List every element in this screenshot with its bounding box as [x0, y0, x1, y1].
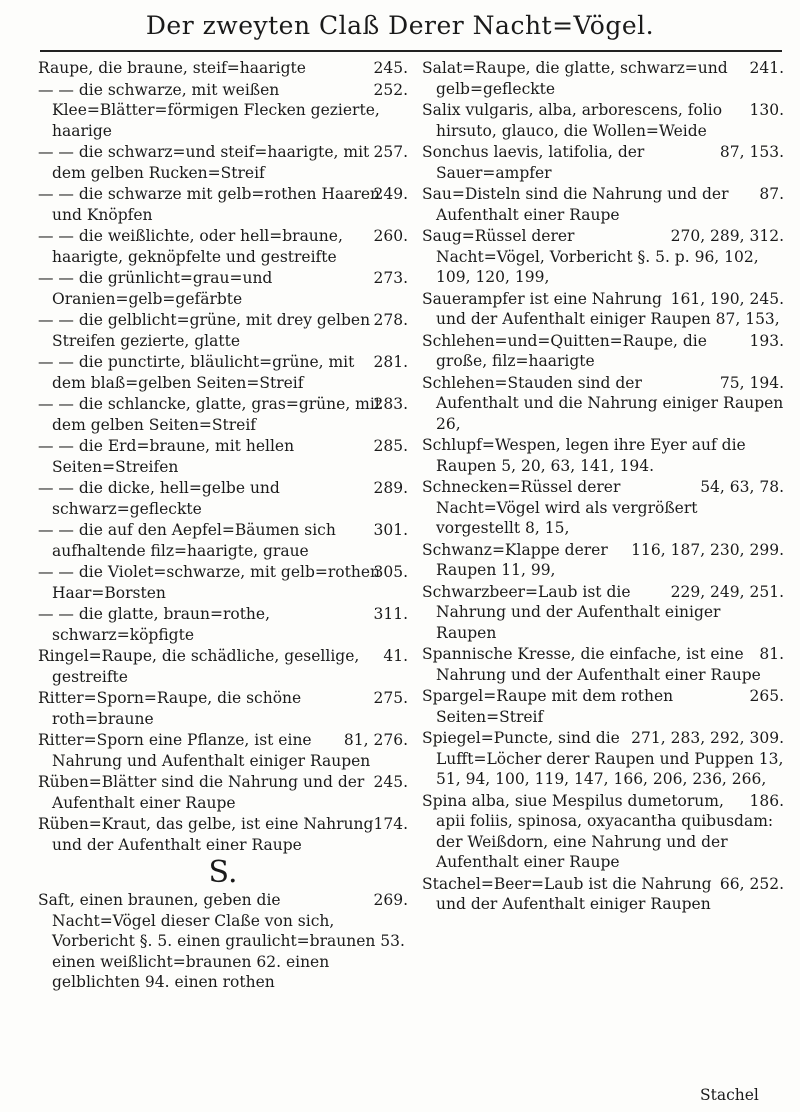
entry-text: Spina alba, siue Mespilus dumetorum, apii foliis, spinosa, oxyacantha quibusdam: der Weißdorn, eine Nahrung und der Aufenthalt einer Raupe — [422, 791, 774, 871]
entry-page-refs: 257. — [373, 143, 408, 161]
entry-text: Salat=Raupe, die glatte, schwarz=und gelb=gefleckte — [422, 59, 728, 98]
entry-text: — — die schwarze, mit weißen Klee=Blätter=förmigen Flecken gezierte, haarige — [38, 80, 380, 140]
entry-text: Schlehen=und=Quitten=Raupe, die große, filz=haarigte — [422, 331, 707, 370]
index-entry — [422, 226, 784, 288]
entry-page-refs: 161, 190, 245. — [670, 289, 784, 308]
index-entry — [422, 540, 784, 581]
entry-page-refs: 271, 283, 292, 309. — [631, 729, 784, 747]
index-entry — [38, 772, 408, 813]
index-entry — [422, 331, 784, 372]
index-entry — [422, 791, 784, 873]
entry-text: Schlupf=Wespen, legen ihre Eyer auf die Raupen 5, 20, 63, 141, 194. — [422, 436, 746, 475]
index-entry — [422, 728, 784, 790]
right-entry-list — [422, 58, 784, 915]
running-header: Der zweyten Claß Derer Nacht=Vögel. — [145, 11, 655, 40]
index-entry — [422, 184, 784, 225]
index-entry — [38, 562, 408, 603]
entry-text: Schwarzbeer=Laub ist die Nahrung und der Aufenthalt einiger Raupen — [422, 582, 721, 642]
section-letter: S. — [208, 855, 238, 890]
entry-text: — — die weißlichte, oder hell=braune, haarigte, geknöpfelte und gestreifte — [38, 227, 343, 266]
entry-text: — — die dicke, hell=gelbe und schwarz=gefleckte — [38, 479, 280, 518]
left-column — [38, 58, 408, 994]
entry-page-refs: 174. — [373, 815, 408, 833]
index-entry — [38, 310, 408, 351]
index-entry — [38, 184, 408, 225]
entry-page-refs: 66, 252. — [719, 874, 784, 893]
index-entry — [38, 394, 408, 435]
index-entry — [422, 582, 784, 644]
entry-page-refs: 260. — [373, 227, 408, 245]
entry-text: — — die punctirte, bläulicht=grüne, mit dem blaß=gelben Seiten=Streif — [38, 353, 355, 392]
entry-page-refs: 75, 194. — [719, 373, 784, 392]
index-entry — [38, 268, 408, 309]
entry-text: — — die grünlicht=grau=und Oranien=gelb=gefärbte — [38, 269, 273, 308]
entry-text: — — die Erd=braune, mit hellen Seiten=Streifen — [38, 437, 295, 476]
index-entry — [38, 890, 408, 993]
entry-text: Schwanz=Klappe derer Raupen 11, 99, — [422, 540, 608, 579]
index-entry — [38, 80, 408, 142]
index-entry — [38, 520, 408, 561]
index-entry — [422, 289, 784, 330]
index-entry — [38, 688, 408, 729]
entry-page-refs: 285. — [373, 437, 408, 455]
entry-text: Raupe, die braune, steif=haarigte — [38, 59, 306, 77]
entry-page-refs: 301. — [373, 521, 408, 539]
entry-text: Rüben=Kraut, das gelbe, ist eine Nahrung und der Aufenthalt einer Raupe — [38, 815, 374, 854]
left-entry-list — [38, 58, 408, 855]
index-entry — [422, 373, 784, 435]
index-entry — [38, 478, 408, 519]
index-entry — [38, 58, 408, 79]
entry-page-refs: 273. — [373, 269, 408, 287]
entry-text: Saft, einen braunen, geben die Nacht=Vögel dieser Claße von sich, Vorbericht §. 5. einen graulicht=braunen 53. einen weißlicht=braunen 62. einen gelblichten 94. einen rothen — [38, 891, 405, 991]
entry-page-refs: 229, 249, 251. — [670, 582, 784, 601]
entry-page-refs: 305. — [373, 563, 408, 581]
entry-page-refs: 275. — [373, 689, 408, 707]
entry-page-refs: 54, 63, 78. — [700, 478, 784, 496]
entry-text: Saug=Rüssel derer Nacht=Vögel, Vorbericht §. 5. p. 96, 102, 109, 120, 199, — [422, 227, 759, 286]
header-rule — [40, 50, 782, 52]
entry-text: Ritter=Sporn=Raupe, die schöne roth=braune — [38, 689, 302, 728]
entry-text: — — die schlancke, glatte, gras=grüne, mit dem gelben Seiten=Streif — [38, 395, 382, 434]
entry-text: — — die Violet=schwarze, mit gelb=rothen Haar=Borsten — [38, 563, 380, 602]
entry-text: Schlehen=Stauden sind der Aufenthalt und die Nahrung einiger Raupen 26, — [422, 373, 784, 433]
entry-text: Rüben=Blätter sind die Nahrung und der Aufenthalt einer Raupe — [38, 773, 365, 812]
entry-page-refs: 87, 153. — [719, 143, 784, 161]
left-after-list — [38, 890, 408, 993]
index-entry — [38, 436, 408, 477]
entry-text: Sauerampfer ist eine Nahrung und der Aufenthalt einiger Raupen 87, 153, — [422, 289, 780, 328]
entry-page-refs: 281. — [373, 353, 408, 371]
entry-text: — — die schwarz=und steif=haarigte, mit dem gelben Rucken=Streif — [38, 143, 370, 182]
index-entry — [422, 435, 784, 476]
entry-page-refs: 186. — [749, 791, 784, 810]
entry-page-refs: 116, 187, 230, 299. — [631, 540, 784, 559]
entry-page-refs: 87. — [759, 185, 784, 203]
entry-text: Ringel=Raupe, die schädliche, gesellige, gestreifte — [38, 647, 360, 686]
index-entry — [38, 226, 408, 267]
entry-page-refs: 283. — [373, 395, 408, 413]
entry-page-refs: 278. — [373, 311, 408, 329]
entry-text: Schnecken=Rüssel derer Nacht=Vögel wird als vergrößert vorgestellt 8, 15, — [422, 478, 698, 537]
entry-page-refs: 245. — [373, 59, 408, 77]
entry-text: — — die schwarze mit gelb=rothen Haaren und Knöpfen — [38, 185, 381, 224]
entry-text: Sau=Disteln sind die Nahrung und der Aufenthalt einer Raupe — [422, 185, 729, 224]
entry-page-refs: 249. — [373, 185, 408, 203]
entry-text: Salix vulgaris, alba, arborescens, folio hirsuto, glauco, die Wollen=Weide — [422, 101, 723, 140]
entry-page-refs: 130. — [749, 101, 784, 119]
entry-page-refs: 265. — [749, 687, 784, 705]
entry-page-refs: 241. — [749, 59, 784, 77]
entry-text: Spannische Kresse, die einfache, ist eine Nahrung und der Aufenthalt einer Raupe — [422, 645, 761, 684]
entry-page-refs: 252. — [373, 80, 408, 99]
entry-text: Spiegel=Puncte, sind die Lufft=Löcher derer Raupen und Puppen 13, 51, 94, 100, 119, 147, 166, 206, 236, 266, — [422, 729, 784, 788]
index-entry — [422, 142, 784, 183]
entry-page-refs: 245. — [373, 773, 408, 791]
entry-page-refs: 269. — [373, 891, 408, 909]
index-entry — [38, 646, 408, 687]
entry-page-refs: 289. — [373, 479, 408, 497]
entry-page-refs: 81, 276. — [343, 731, 408, 749]
entry-text: Sonchus laevis, latifolia, der Sauer=ampfer — [422, 143, 645, 182]
entry-page-refs: 193. — [749, 331, 784, 350]
entry-text: — — die glatte, braun=rothe, schwarz=köpfigte — [38, 605, 271, 644]
index-entry — [422, 477, 784, 539]
entry-page-refs: 270, 289, 312. — [670, 227, 784, 245]
index-entry — [38, 730, 408, 771]
right-column — [422, 58, 784, 916]
entry-page-refs: 311. — [373, 605, 408, 623]
index-entry — [38, 142, 408, 183]
index-entry — [422, 644, 784, 685]
entry-text: Stachel=Beer=Laub ist die Nahrung und der Aufenthalt einiger Raupen — [422, 874, 712, 913]
index-entry — [38, 352, 408, 393]
entry-page-refs: 81. — [759, 645, 784, 663]
entry-text: — — die auf den Aepfel=Bäumen sich aufhaltende filz=haarigte, graue — [38, 521, 336, 560]
entry-text: Ritter=Sporn eine Pflanze, ist eine Nahrung und Aufenthalt einiger Raupen — [38, 731, 371, 770]
index-entry — [422, 100, 784, 141]
index-entry — [422, 686, 784, 727]
index-entry — [422, 58, 784, 99]
entry-text: — — die gelblicht=grüne, mit drey gelben Streifen gezierte, glatte — [38, 311, 371, 350]
index-entry — [422, 874, 784, 915]
index-entry — [38, 604, 408, 645]
entry-page-refs: 41. — [383, 647, 408, 665]
index-entry — [38, 814, 408, 855]
entry-text: Spargel=Raupe mit dem rothen Seiten=Streif — [422, 687, 674, 726]
catchword: Stachel — [700, 1086, 759, 1104]
